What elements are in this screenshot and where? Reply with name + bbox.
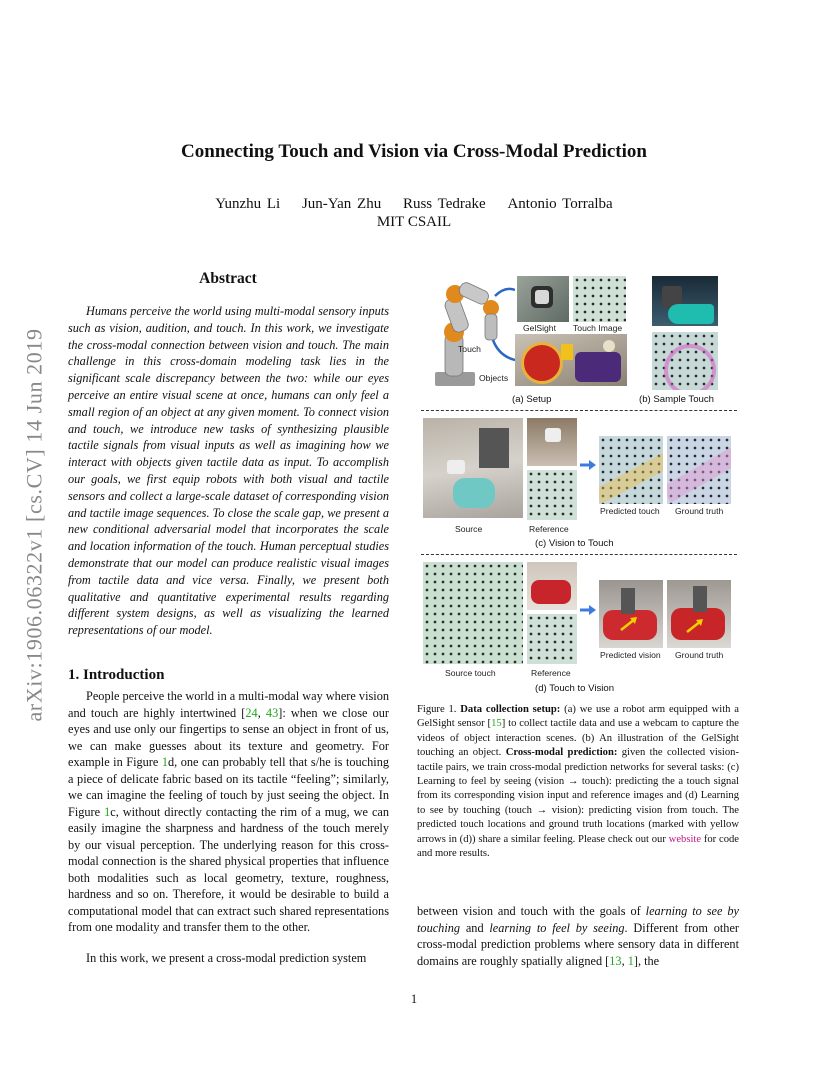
divider [421, 410, 737, 411]
label-touch-image: Touch Image [573, 323, 623, 333]
label-ground-truth: Ground truth [675, 506, 724, 516]
figure-1 [417, 270, 739, 700]
reference-vision-image-d [527, 562, 577, 610]
divider [421, 554, 737, 555]
paper-title: Connecting Touch and Vision via Cross-Modal Prediction [181, 141, 647, 162]
affiliation: MIT CSAIL [376, 214, 452, 230]
author: Yunzhu Li [215, 196, 281, 212]
arrow-right-icon [579, 458, 597, 472]
ground-truth-touch-image [667, 436, 731, 504]
abstract-text: Humans perceive the world using multi-modal sensory inputs such as vision, audition, and touch. In this work, we investigate the cross-modal connection between vision and touch. The main challenge in this cross-domain modeling task lies in the significant scale discrepancy between the two: while our eyes perceive an entire visual scene at once, humans can only feel a small region of an object at any given moment. To connect vision and touch, we introduce new tasks of synthesizing plausible tactile signals from visual inputs as well as imagining how we interact with objects given tactile data as input. To accomplish our goals, we first equip robots with both visual and tactile sensors and collect a large-scale dataset of corresponding vision and tactile image sequences. To close the scale gap, we present a new conditional adversarial model that incorporates the scale and location information of the touch. Human perceptual studies demonstrate that our model can produce realistic visual images from tactile data and vice versa. Finally, we present both qualitative and quantitative experimental results regarding different system designs, as well as visualizing the learned representations of our model. [68, 304, 389, 638]
ground-truth-vision-image [667, 580, 731, 648]
label-objects: Objects [479, 373, 509, 383]
label-predicted-vision: Predicted vision [600, 650, 661, 660]
section-heading-introduction: 1. Introduction [68, 667, 165, 683]
author: Jun-Yan Zhu [301, 196, 382, 212]
citation-link[interactable]: 1 [627, 953, 634, 968]
predicted-touch-image [599, 436, 663, 504]
abstract-heading: Abstract [199, 270, 257, 287]
gelsight-photo [517, 276, 569, 322]
sample-touch-image [652, 332, 718, 390]
subcaption-d: (d) Touch to Vision [535, 683, 615, 694]
label-ground-truth-d: Ground truth [675, 650, 724, 660]
label-reference-d: Reference [531, 668, 571, 678]
citation-link[interactable]: 43 [265, 705, 279, 720]
subcaption-a: (a) Setup [512, 394, 552, 405]
source-touch-image [423, 562, 523, 664]
label-predicted-touch: Predicted touch [600, 506, 660, 516]
arrow-right-icon [579, 603, 597, 617]
reference-touch-image [527, 470, 577, 520]
subcaption-b: (b) Sample Touch [639, 394, 715, 405]
author: Russ Tedrake [402, 196, 486, 212]
author-list [0, 196, 828, 213]
figure-1-caption: Figure 1. Data collection setup: (a) we use a robot arm equipped with a GelSight sensor [15] to collect tactile data and use a webcam to capture the videos of object interaction scenes. (b) An illustration of the GelSight touching an object. Cross-modal prediction: given the collected vision-tactile pairs, we train cross-modal prediction networks for several tasks: (c) Learning to feel by seeing (vision → touch): predicting the a touch signal from its corresponding vision input and reference images and (d) Learning to see by touching (touch → vision): predicting vision from touch. The predicted touch locations and ground truth locations (marked with yellow arrows in (d)) share a similar feeling. Please check out our website for code and more results. [417, 704, 739, 860]
source-vision-image [423, 418, 523, 518]
website-link[interactable]: website [668, 833, 702, 845]
reference-vision-image [527, 418, 577, 466]
touch-image-sample [573, 276, 626, 322]
label-reference: Reference [529, 524, 569, 534]
figure-link[interactable]: 1 [161, 755, 168, 769]
label-touch: Touch [458, 344, 481, 354]
reference-touch-image-d [527, 614, 577, 664]
sample-touch-photo [652, 276, 718, 326]
arxiv-stamp [20, 290, 50, 760]
citation-link[interactable]: 24 [245, 705, 258, 720]
predicted-vision-image [599, 580, 663, 648]
label-source-touch: Source touch [445, 668, 496, 678]
subcaption-c: (c) Vision to Touch [535, 538, 614, 549]
label-gelsight: GelSight [523, 323, 556, 333]
label-source: Source [455, 524, 483, 534]
objects-photo [515, 334, 627, 386]
intro-paragraph-2: In this work, we present a cross-modal prediction system [86, 951, 367, 965]
arxiv-stamp-text: arXiv:1906.06322v1 [cs.CV] 14 Jun 2019 [22, 328, 48, 722]
author: Antonio Torralba [507, 196, 613, 212]
column-2-paragraph: between vision and touch with the goals of learning to see by touching and learning to feel by seeing. Different from other cross-modal prediction problems where sensory data in different domains are roughly spatially aligned [13, 1], the [417, 904, 739, 968]
intro-paragraph-1: People perceive the world in a multi-modal way where vision and touch are highly intertwined [24, 43]: when we close our eyes and use only our fingertips to sense an object in front of us, we can make guesses about its texture and geometry. For example in Figure 1d, one can probably tell that s/he is touching a piece of delicate fabric based on its tactile “feeling”; similarly, we can imagine the feeling of touch by just seeing the object. In Figure 1c, without directly contacting the rim of a mug, we can easily imagine the sharpness and hardness of the touch merely by our visual perception. The underlying reason for this cross-modal connection is the shared physical properties that influence both modalities such as local geometry, texture, roughness, hardness and so on. Therefore, it would be desirable to build a computational model that can extract such shared representations from one modality and transfer them to the other. [68, 689, 390, 934]
figure-link[interactable]: 1 [104, 804, 111, 819]
page-number: 1 [410, 992, 418, 1006]
citation-link[interactable]: 13 [609, 953, 622, 968]
citation-link[interactable]: 15 [491, 718, 502, 730]
